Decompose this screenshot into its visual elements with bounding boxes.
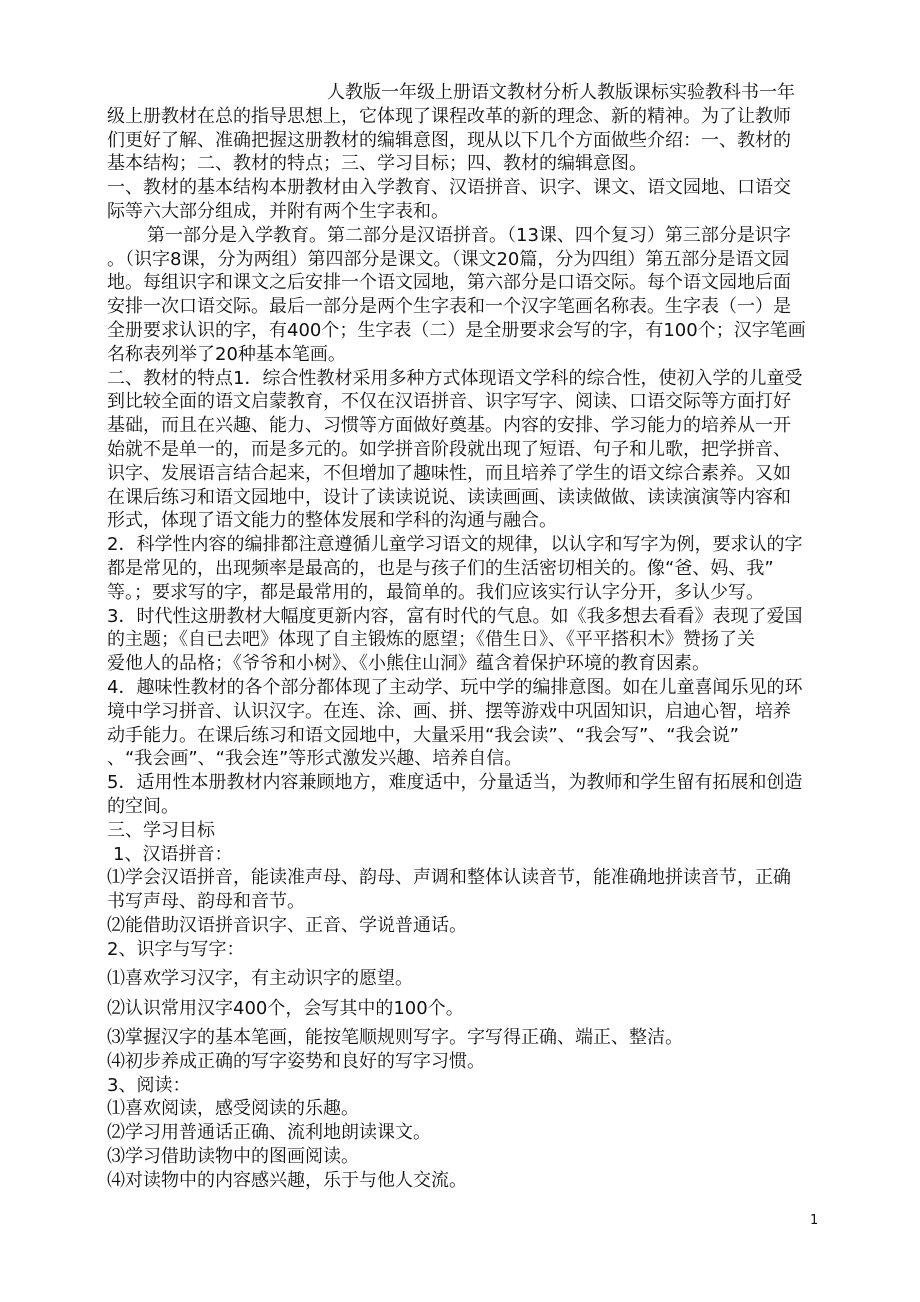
text-line: 都是常见的，出现频率是最高的，也是与孩子们的生活密切相关的。像“爸、妈、我” bbox=[107, 557, 774, 579]
text-line: 一、教材的基本结构本册教材由入学教育、汉语拼音、识字、课文、语文园地、口语交 bbox=[107, 177, 791, 199]
text-line: 始就不是单一的，而是多元的。如学拼音阶段就出现了短语、句子和儿歌，把学拼音、 bbox=[107, 438, 791, 460]
text-line: 基本结构；二、教材的特点；三、学习目标；四、教材的编辑意图。 bbox=[107, 153, 647, 175]
text-line: 的主题；《自已去吧》体现了自主锻炼的愿望；《借生日》、《平平搭积木》赞扬了关 bbox=[107, 629, 755, 651]
text-line: 的空间。 bbox=[107, 795, 179, 817]
text-line: ⑴喜欢学习汉字，有主动识字的愿望。 bbox=[107, 968, 413, 990]
text-line: 基础，而且在兴趣、能力、习惯等方面做好奠基。内容的安排、学习能力的培养从一开 bbox=[107, 415, 791, 437]
text-line: 二、教材的特点1．综合性教材采用多种方式体现语文学科的综合性，使初入学的儿童受 bbox=[107, 367, 803, 389]
text-line: 3．时代性这册教材大幅度更新内容，富有时代的气息。如《我多想去看看》表现了爱国 bbox=[107, 605, 803, 627]
text-line: 三、学习目标 bbox=[107, 819, 215, 841]
text-line: ⑵认识常用汉字400个，会写其中的100个。 bbox=[107, 998, 464, 1020]
text-line: 、“我会画”、“我会连”等形式激发兴趣、培养自信。 bbox=[107, 748, 523, 770]
page-number: 1 bbox=[810, 1213, 819, 1228]
text-line: 1、汉语拼音： bbox=[113, 843, 233, 865]
text-line: 人教版一年级上册语文教材分析人教版课标实验教科书一年 bbox=[327, 82, 795, 103]
text-line: 4．趣味性教材的各个部分都体现了主动学、玩中学的编排意图。如在儿童喜闻乐见的环 bbox=[107, 676, 803, 698]
text-line: ⑴喜欢阅读，感受阅读的乐趣。 bbox=[107, 1098, 359, 1120]
text-line: ⑵学习用普通话正确、流利地朗读课文。 bbox=[107, 1122, 431, 1144]
text-line: ⑶掌握汉字的基本笔画，能按笔顺规则写字。字写得正确、端正、整洁。 bbox=[107, 1027, 683, 1049]
text-line: 际等六大部分组成，并附有两个生字表和。 bbox=[107, 200, 449, 222]
text-line: 。（识字8课，分为两组）第四部分是课文。（课文20篇，分为四组）第五部分是语文园 bbox=[107, 248, 790, 270]
text-line: 5．适用性本册教材内容兼顾地方，难度适中，分量适当，为教师和学生留有拓展和创造 bbox=[107, 772, 803, 794]
text-line: 爱他人的品格；《爷爷和小树》、《小熊住山洞》蕴含着保护环境的教育因素。 bbox=[107, 653, 710, 675]
text-line: 书写声母、韵母和音节。 bbox=[107, 891, 305, 913]
text-line: 动手能力。在课后练习和语文园地中，大量采用“我会读”、“我会写”、“我会说” bbox=[107, 724, 739, 746]
text-line: ⑶学习借助读物中的图画阅读。 bbox=[107, 1146, 359, 1168]
text-line: 在课后练习和语文园地中，设计了读读说说、读读画画、读读做做、读读演演等内容和 bbox=[107, 486, 791, 508]
text-line: 第一部分是入学教育。第二部分是汉语拼音。（13课、四个复习）第三部分是识字 bbox=[147, 224, 791, 246]
text-line: 等。；要求写的字，都是最常用的，最简单的。我们应该实行认字分开，多认少写。 bbox=[107, 581, 764, 603]
text-line: 安排一次口语交际。最后一部分是两个生字表和一个汉字笔画名称表。生字表（一）是 bbox=[107, 296, 791, 318]
text-line: 地。每组识字和课文之后安排一个语文园地，第六部分是口语交际。每个语文园地后面 bbox=[107, 272, 791, 294]
text-line: 境中学习拼音、认识汉字。在连、涂、画、拼、摆等游戏中巩固知识，启迪心智，培养 bbox=[107, 700, 791, 722]
text-line: 们更好了解、准确把握这册教材的编辑意图，现从以下几个方面做些介绍：一、教材的 bbox=[107, 129, 791, 151]
text-line: ⑷对读物中的内容感兴趣，乐于与他人交流。 bbox=[107, 1169, 467, 1191]
text-line: 形式，体现了语文能力的整体发展和学科的沟通与融合。 bbox=[107, 510, 557, 532]
text-line: 全册要求认识的字，有400个；生字表（二）是全册要求会写的字，有100个；汉字笔画 bbox=[107, 319, 806, 341]
text-line: 级上册教材在总的指导思想上，它体现了课程改革的新的理念、新的精神。为了让教师 bbox=[107, 105, 791, 127]
document-body bbox=[107, 81, 819, 1193]
text-line: 到比较全面的语文启蒙教育，不仅在汉语拼音、识字写字、阅读、口语交际等方面打好 bbox=[107, 391, 791, 413]
text-line: 识字、发展语言结合起来，不但增加了趣味性，而且培养了学生的语文综合素养。又如 bbox=[107, 462, 791, 484]
text-line: ⑴学会汉语拼音，能读准声母、韵母、声调和整体认读音节，能准确地拼读音节，正确 bbox=[107, 867, 791, 889]
text-line: 2、识字与写字： bbox=[107, 938, 245, 960]
text-line: 2．科学性内容的编排都注意遵循儿童学习语文的规律，以认字和写字为例，要求认的字 bbox=[107, 534, 803, 556]
text-line: ⑵能借助汉语拼音识字、正音、学说普通话。 bbox=[107, 914, 467, 936]
text-line: 3、阅读： bbox=[107, 1074, 191, 1096]
text-line: ⑷初步养成正确的写字姿势和良好的写字习惯。 bbox=[107, 1050, 485, 1072]
text-line: 名称表列举了20种基本笔画。 bbox=[107, 343, 346, 365]
